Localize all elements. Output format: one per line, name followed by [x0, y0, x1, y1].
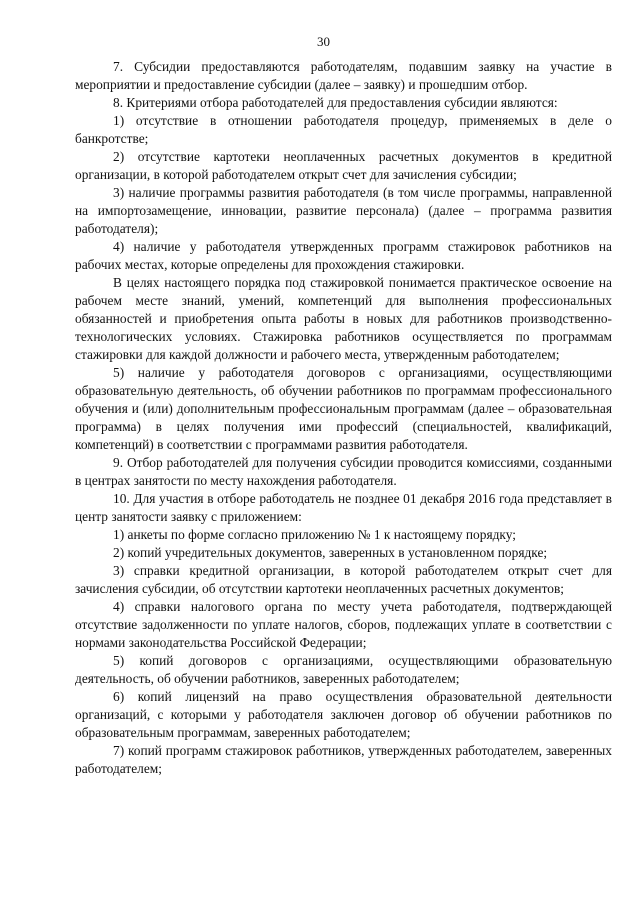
- criterion-2: 2) отсутствие картотеки неоплаченных расчетных документов в кредитной организации, в которой работодателем открыт счет для зачисления субсидии;: [75, 149, 612, 182]
- criterion-5: 5) наличие у работодателя договоров с организациями, осуществляющими образовательную деятельность, об обучении работников по программам профессионального обучения и (или) дополнительным профессиональным программам (далее – образовательная программа) в целях получения ими профессий (специальностей, квалификаций, компетенций) в соответствии с программами развития работодателя.: [75, 365, 612, 452]
- criterion-1: 1) отсутствие в отношении работодателя процедур, применяемых в деле о банкротстве;: [75, 113, 612, 146]
- attachment-7: 7) копий программ стажировок работников, утвержденных работодателем, заверенных работодателем;: [75, 743, 612, 776]
- criterion-3: 3) наличие программы развития работодателя (в том числе программы, направленной на импортозамещение, инновации, развитие персонала) (далее – программа развития работодателя);: [75, 185, 612, 236]
- paragraph-7: 7. Субсидии предоставляются работодателям, подавшим заявку на участие в мероприятии и предоставление субсидии (далее – заявку) и прошедшим отбор.: [75, 59, 612, 92]
- paragraph-8: 8. Критериями отбора работодателей для предоставления субсидии являются:: [113, 95, 558, 110]
- paragraph-10: 10. Для участия в отборе работодатель не позднее 01 декабря 2016 года представляет в центр занятости заявку с приложением:: [75, 491, 612, 524]
- attachment-6: 6) копий лицензий на право осуществления образовательной деятельности организаций, с которыми у работодателя заключен договор об обучении работников по образовательным программам, заверенных работодателем;: [75, 689, 612, 740]
- attachment-4: 4) справки налогового органа по месту учета работодателя, подтверждающей отсутствие задолженности по уплате налогов, сборов, подлежащих уплате в соответствии с нормами законодательства Российской Федерации;: [75, 599, 612, 650]
- paragraph-9: 9. Отбор работодателей для получения субсидии проводится комиссиями, созданными в центрах занятости по месту нахождения работодателя.: [75, 455, 612, 488]
- criterion-4: 4) наличие у работодателя утвержденных программ стажировок работников на рабочих местах, которые определены для прохождения стажировки.: [75, 239, 612, 272]
- document-body: [75, 58, 612, 778]
- attachment-3: 3) справки кредитной организации, в которой работодателем открыт счет для зачисления субсидии, об отсутствии картотеки неоплаченных расчетных документов;: [75, 563, 612, 596]
- attachment-1: 1) анкеты по форме согласно приложению № 1 к настоящему порядку;: [113, 527, 516, 542]
- page-number: 30: [317, 34, 330, 49]
- attachment-5: 5) копий договоров с организациями, осуществляющими образовательную деятельность, об обучении работников, заверенных работодателем;: [75, 653, 612, 686]
- internship-definition: В целях настоящего порядка под стажировкой понимается практическое освоение на рабочем месте знаний, умений, компетенций для выполнения профессиональных обязанностей и приобретения опыта работы в новых для работников производственно-технологических условиях. Стажировка работников осуществляется по программам стажировки для каждой должности и рабочего места, утвержденным работодателем;: [75, 275, 612, 362]
- attachment-2: 2) копий учредительных документов, заверенных в установленном порядке;: [113, 545, 548, 560]
